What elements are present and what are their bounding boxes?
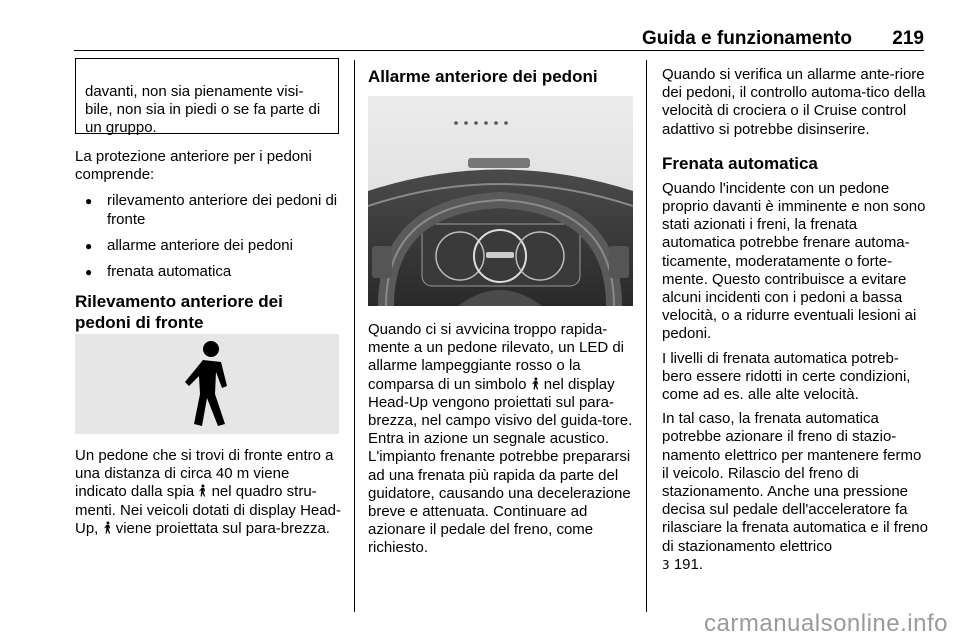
- page-header: [0, 0, 960, 52]
- column-2-text: [368, 321, 636, 558]
- boxed-note-text: davanti, non sia pienamente visi-bile, non sia in piedi o se fa parte di un gruppo.: [85, 83, 321, 137]
- column-1: [75, 148, 341, 333]
- section-heading: Frenata automatica: [662, 153, 818, 173]
- list-item: ● rilevamento anteriore dei pedoni di fronte: [75, 192, 341, 228]
- paragraph: Quando si verifica un allarme ante-riore dei pedoni, il controllo automa-tico della velocità di crociera o il Cruise control adattivo si potrebbe disinserire.: [662, 66, 926, 138]
- page-ref-arrow: 3: [662, 557, 670, 572]
- column-2: [368, 66, 636, 87]
- paragraph: Quando ci si avvicina troppo rapida-mente a un pedone rilevato, un LED di allarme lampeggiante rosso o la comparsa di un simbolo nel display Head-Up vengono proiettati sul para-brezza, nel campo visivo del guida-tore. Entra in azione un segnale acustico. L'impianto frenante potrebbe prepararsi ad una frenata più rapida da parte del guidatore, causando una decelerazione breve e attenuata. Continuare ad azionare il pedale del freno, come richiesto.: [368, 321, 633, 557]
- feature-list: [75, 192, 341, 281]
- pedestrian-icon: [198, 484, 207, 497]
- section-heading: Rilevamento anteriore dei pedoni di fronte: [75, 292, 283, 333]
- column-3: [662, 66, 928, 574]
- column-1-bottom: [75, 447, 341, 538]
- pedestrian-figure: [75, 334, 339, 434]
- paragraph: Quando l'incidente con un pedone proprio davanti è imminente e non sono stati azionati i freni, la frenata automatica potrebbe frenare automa-ticamente, moderatamente o forte-mente. Questo contribuisce a evitare alcuni incidenti con i pedoni a bassa velocità, o a ridurre eventuali lesioni ai pedoni.: [662, 179, 926, 343]
- page-number: 219: [892, 28, 924, 49]
- head-up-display-illustration: [368, 96, 633, 306]
- pedestrian-icon: [531, 377, 540, 390]
- page-reference-link[interactable]: 191.: [673, 555, 704, 573]
- dashboard-figure: [368, 96, 633, 306]
- intro-text: La protezione anteriore per i pedoni comprende:: [75, 148, 312, 184]
- list-item: ● frenata automatica: [75, 263, 341, 281]
- pedestrian-icon: [75, 334, 339, 434]
- list-item: ● allarme anteriore dei pedoni: [75, 237, 341, 255]
- header-rule: [74, 50, 924, 51]
- column-divider: [354, 60, 355, 612]
- boxed-note: [75, 58, 339, 137]
- paragraph: I livelli di frenata automatica potreb-bero essere ridotti in certe condizioni, come ad es. alle alte velocità.: [662, 349, 911, 404]
- paragraph: Un pedone che si trovi di fronte entro a una distanza di circa 40 m viene indicato dalla spia nel quadro stru-menti. Nei veicoli dotati di display Head-Up, viene proiettata sul para-brezza.: [75, 447, 341, 537]
- paragraph: In tal caso, la frenata automatica potrebbe azionare il freno di stazio-namento elettrico per mantenere fermo il veicolo. Rilascio del freno di stazionamento. Anche una pressione decisa sul pedale dell'acceleratore fa rilasciare la frenata automatica e il freno di stazionamento elettrico 3 191.: [662, 410, 928, 573]
- column-divider: [646, 60, 647, 612]
- header-title: Guida e funzionamento: [641, 28, 852, 49]
- watermark: carmanualsonline.info: [704, 610, 948, 637]
- section-heading: Allarme anteriore dei pedoni: [368, 67, 598, 86]
- pedestrian-icon: [103, 521, 112, 534]
